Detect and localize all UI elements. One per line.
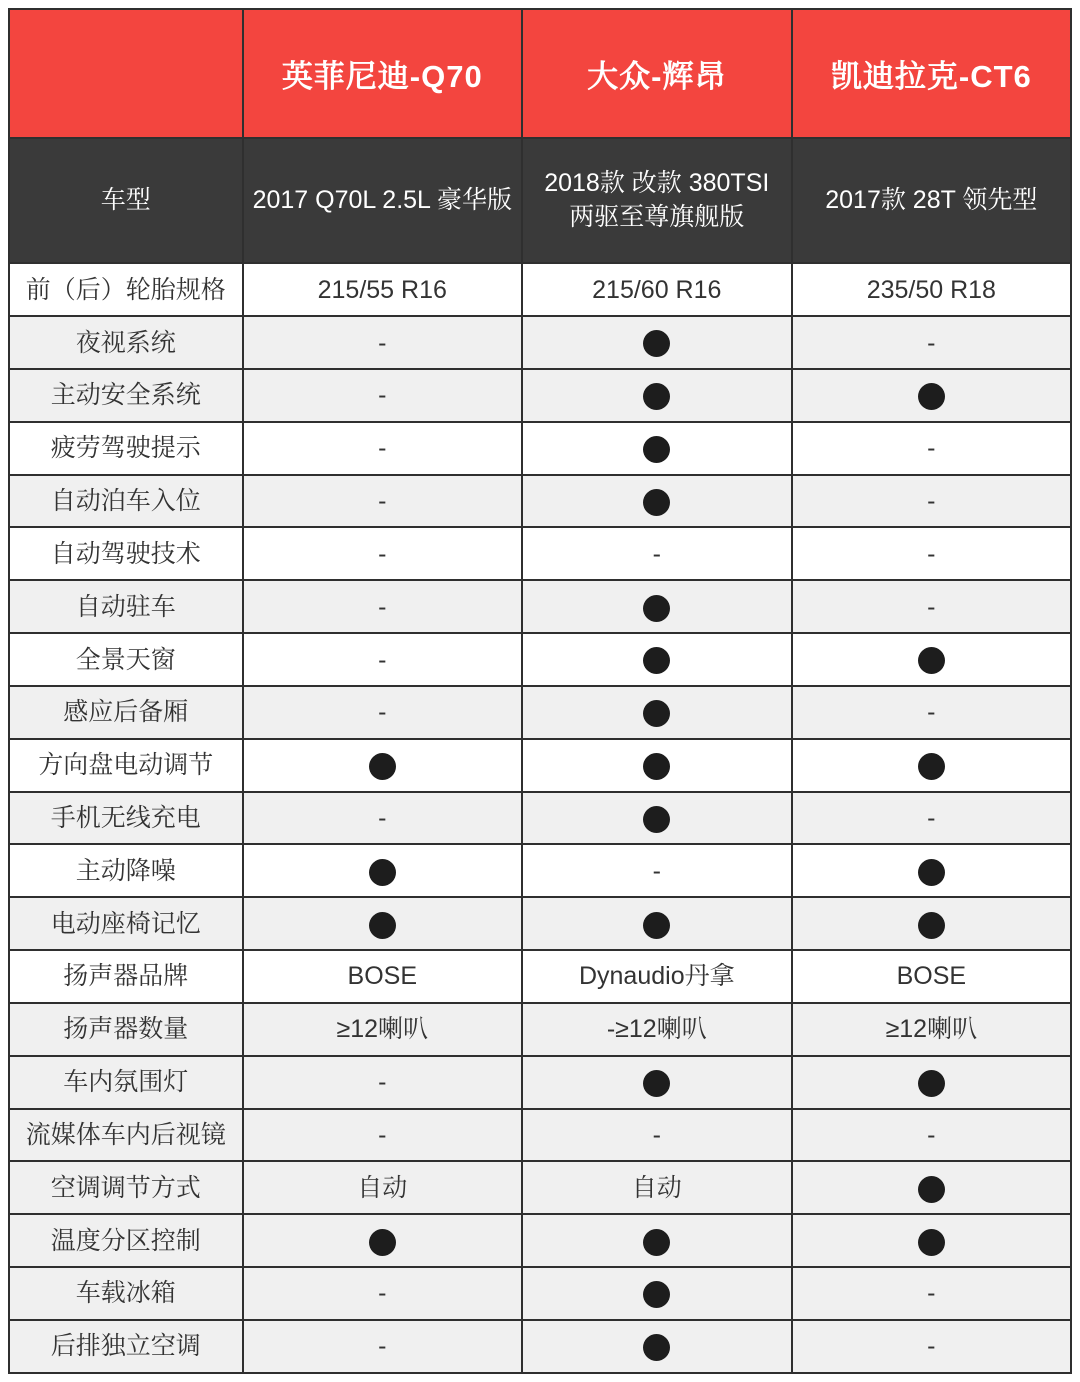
feature-value: - [792, 792, 1071, 845]
feature-value: - [243, 1267, 522, 1320]
feature-value [522, 422, 792, 475]
feature-value: 215/55 R16 [243, 263, 522, 316]
feature-present-dot-icon [369, 859, 396, 886]
feature-row [9, 1003, 1071, 1056]
feature-label: 前（后）轮胎规格 [9, 263, 243, 316]
feature-value [792, 1161, 1071, 1214]
feature-row [9, 950, 1071, 1003]
feature-value: - [243, 1056, 522, 1109]
car-comparison-table [8, 8, 1072, 1374]
feature-value [522, 633, 792, 686]
feature-value: - [792, 475, 1071, 528]
feature-value: 自动 [522, 1161, 792, 1214]
feature-value: - [792, 1320, 1071, 1373]
feature-value: ≥12喇叭 [792, 1003, 1071, 1056]
feature-row [9, 1161, 1071, 1214]
feature-label: 温度分区控制 [9, 1214, 243, 1267]
brand-header-cadillac-ct6: 凯迪拉克-CT6 [792, 9, 1071, 138]
feature-row [9, 1267, 1071, 1320]
feature-present-dot-icon [918, 1070, 945, 1097]
feature-value: - [522, 844, 792, 897]
feature-present-dot-icon [643, 1281, 670, 1308]
feature-value: - [792, 527, 1071, 580]
brand-header-infiniti-q70: 英菲尼迪-Q70 [243, 9, 522, 138]
feature-row [9, 1320, 1071, 1373]
feature-value [792, 369, 1071, 422]
feature-row [9, 263, 1071, 316]
feature-present-dot-icon [643, 753, 670, 780]
feature-value: - [243, 633, 522, 686]
feature-present-dot-icon [918, 859, 945, 886]
feature-value [522, 739, 792, 792]
feature-value: - [243, 475, 522, 528]
feature-value [522, 580, 792, 633]
feature-value: - [522, 527, 792, 580]
feature-value: - [243, 527, 522, 580]
feature-value: - [522, 1109, 792, 1162]
feature-row [9, 844, 1071, 897]
feature-label: 空调调节方式 [9, 1161, 243, 1214]
feature-value: - [792, 580, 1071, 633]
feature-value: - [243, 1109, 522, 1162]
feature-value: - [243, 1320, 522, 1373]
feature-value [792, 844, 1071, 897]
feature-row [9, 369, 1071, 422]
feature-present-dot-icon [643, 595, 670, 622]
feature-label: 流媒体车内后视镜 [9, 1109, 243, 1162]
feature-value [522, 792, 792, 845]
feature-value: BOSE [243, 950, 522, 1003]
feature-value [522, 1267, 792, 1320]
feature-row [9, 739, 1071, 792]
feature-present-dot-icon [643, 330, 670, 357]
feature-present-dot-icon [918, 1176, 945, 1203]
feature-present-dot-icon [643, 436, 670, 463]
feature-present-dot-icon [369, 753, 396, 780]
feature-row [9, 422, 1071, 475]
model-name-vw: 2018款 改款 380TSI 两驱至尊旗舰版 [522, 138, 792, 264]
feature-label: 后排独立空调 [9, 1320, 243, 1373]
feature-present-dot-icon [643, 1334, 670, 1361]
feature-value [522, 686, 792, 739]
feature-value [792, 1214, 1071, 1267]
feature-value [243, 844, 522, 897]
feature-present-dot-icon [643, 700, 670, 727]
feature-label: 夜视系统 [9, 316, 243, 369]
feature-row [9, 316, 1071, 369]
feature-present-dot-icon [918, 1229, 945, 1256]
feature-value [522, 897, 792, 950]
feature-present-dot-icon [643, 489, 670, 516]
feature-label: 自动驾驶技术 [9, 527, 243, 580]
feature-present-dot-icon [643, 1070, 670, 1097]
feature-present-dot-icon [918, 753, 945, 780]
feature-row [9, 792, 1071, 845]
model-name-infiniti: 2017 Q70L 2.5L 豪华版 [243, 138, 522, 264]
brand-header-blank-cell [9, 9, 243, 138]
feature-value [243, 739, 522, 792]
feature-label: 自动泊车入位 [9, 475, 243, 528]
feature-present-dot-icon [918, 912, 945, 939]
feature-value [243, 1214, 522, 1267]
feature-present-dot-icon [643, 383, 670, 410]
brand-header-vw-phideon: 大众-辉昂 [522, 9, 792, 138]
feature-label: 车载冰箱 [9, 1267, 243, 1320]
feature-value: -≥12喇叭 [522, 1003, 792, 1056]
feature-label: 扬声器数量 [9, 1003, 243, 1056]
feature-value: - [243, 316, 522, 369]
feature-row [9, 1109, 1071, 1162]
feature-present-dot-icon [369, 1229, 396, 1256]
feature-value [792, 633, 1071, 686]
feature-present-dot-icon [918, 383, 945, 410]
feature-value: 215/60 R16 [522, 263, 792, 316]
feature-label: 车内氛围灯 [9, 1056, 243, 1109]
feature-value: BOSE [792, 950, 1071, 1003]
feature-value [522, 1214, 792, 1267]
feature-row [9, 1214, 1071, 1267]
feature-value [522, 316, 792, 369]
feature-row [9, 686, 1071, 739]
feature-value [522, 369, 792, 422]
feature-value: Dynaudio丹拿 [522, 950, 792, 1003]
feature-rows [9, 263, 1071, 1373]
feature-row [9, 633, 1071, 686]
feature-label: 自动驻车 [9, 580, 243, 633]
feature-row [9, 580, 1071, 633]
feature-present-dot-icon [643, 647, 670, 674]
feature-value: - [243, 422, 522, 475]
feature-label: 主动安全系统 [9, 369, 243, 422]
feature-label: 手机无线充电 [9, 792, 243, 845]
feature-row [9, 1056, 1071, 1109]
feature-value: - [243, 792, 522, 845]
feature-label: 扬声器品牌 [9, 950, 243, 1003]
feature-label: 主动降噪 [9, 844, 243, 897]
model-row-label: 车型 [9, 138, 243, 264]
feature-value [792, 739, 1071, 792]
feature-value: - [792, 686, 1071, 739]
feature-label: 电动座椅记忆 [9, 897, 243, 950]
model-name-cadillac: 2017款 28T 领先型 [792, 138, 1071, 264]
model-row [9, 138, 1071, 264]
feature-value [522, 1056, 792, 1109]
feature-present-dot-icon [369, 912, 396, 939]
feature-value: - [243, 369, 522, 422]
feature-label: 感应后备厢 [9, 686, 243, 739]
feature-row [9, 527, 1071, 580]
feature-value [522, 1320, 792, 1373]
feature-value: - [792, 1109, 1071, 1162]
feature-value: - [243, 686, 522, 739]
feature-value [243, 897, 522, 950]
feature-value: - [243, 580, 522, 633]
feature-value [792, 1056, 1071, 1109]
brand-header-row [9, 9, 1071, 138]
feature-value: ≥12喇叭 [243, 1003, 522, 1056]
feature-row [9, 897, 1071, 950]
feature-present-dot-icon [643, 1229, 670, 1256]
feature-label: 疲劳驾驶提示 [9, 422, 243, 475]
feature-row [9, 475, 1071, 528]
feature-value: 235/50 R18 [792, 263, 1071, 316]
feature-value: - [792, 316, 1071, 369]
feature-present-dot-icon [643, 912, 670, 939]
feature-label: 方向盘电动调节 [9, 739, 243, 792]
feature-present-dot-icon [643, 806, 670, 833]
feature-value: - [792, 1267, 1071, 1320]
feature-value [522, 475, 792, 528]
feature-value: 自动 [243, 1161, 522, 1214]
feature-label: 全景天窗 [9, 633, 243, 686]
feature-value [792, 897, 1071, 950]
feature-value: - [792, 422, 1071, 475]
feature-present-dot-icon [918, 647, 945, 674]
